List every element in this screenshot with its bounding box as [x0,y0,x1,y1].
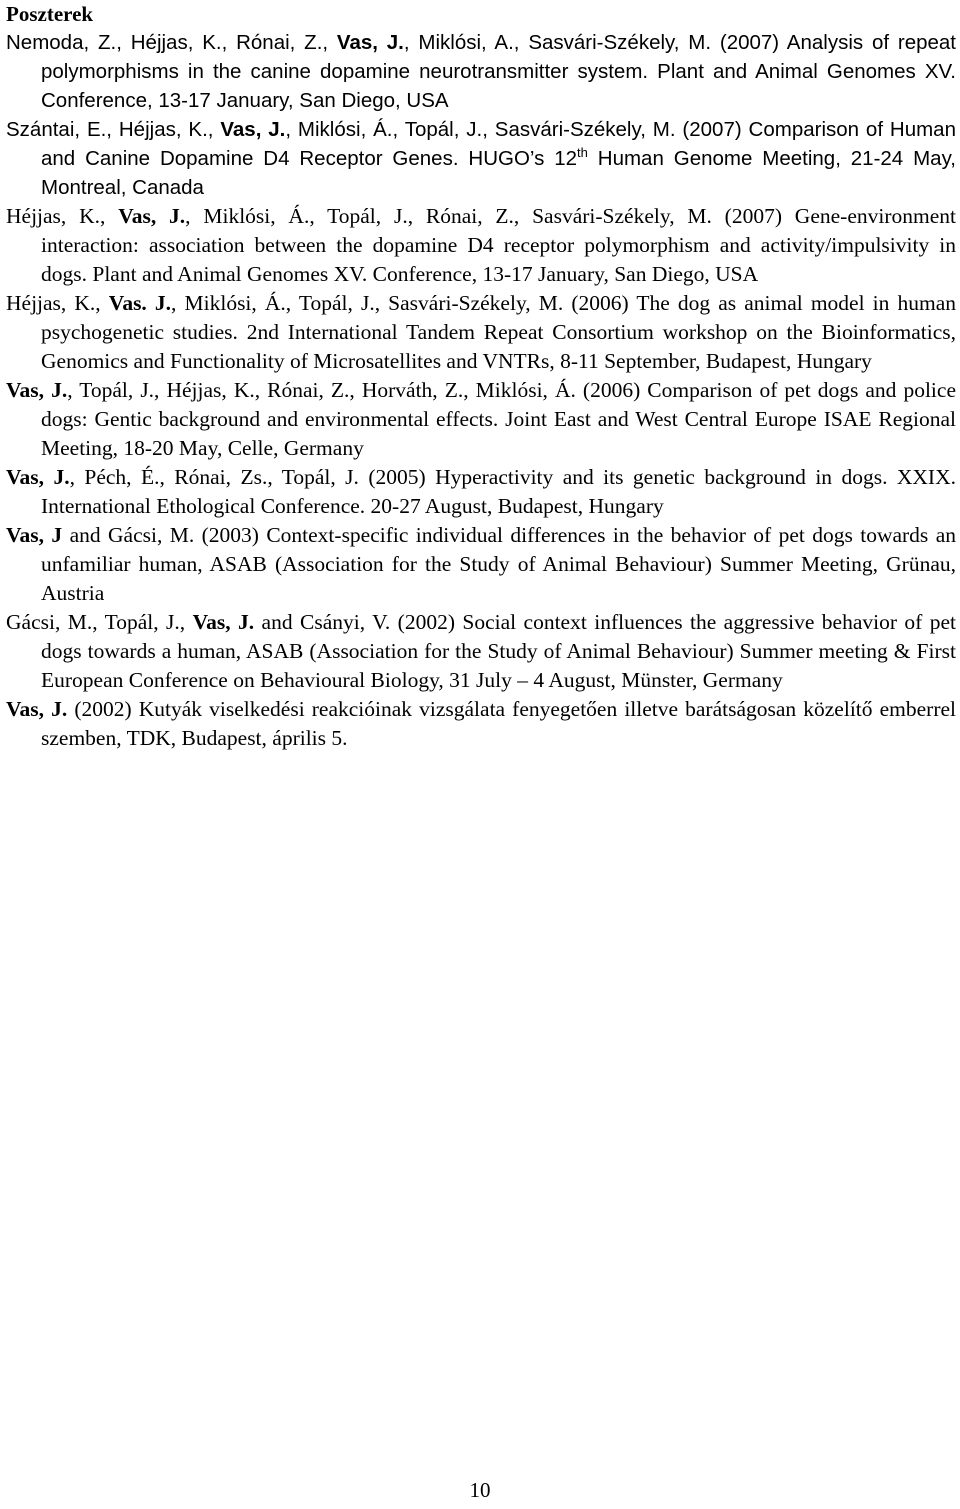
poster-entry-8 [6,608,956,695]
section-heading: Poszterek [6,2,94,26]
poster-entry-3 [6,202,956,289]
entry-text: , Péch, É., Rónai, Zs., Topál, J. (2005) Hyperactivity and its genetic background in dogs. XXIX. International Ethological Conference. 20-27 August, Budapest, Hungary [41,465,956,518]
entry-text: Szántai, E., Héjjas, K., [6,118,221,141]
entry-text: , Topál, J., Héjjas, K., Rónai, Z., Horváth, Z., Miklósi, Á. (2006) Comparison of pet dogs and police dogs: Gentic background and environmental effects. Joint East and West Central Europe ISAE Regional Meeting, 18-20 May, Celle, Germany [41,378,956,460]
entry-text: , Miklósi, A., Sasvári-Székely, M. (2007) Analysis of repeat polymorphisms in the canine dopamine neurotransmitter system. Plant and Animal Genomes XV. Conference, 13-17 January, San Diego, USA [41,31,957,112]
entry-author-highlight: Vas, J. [192,610,255,634]
poster-list [6,28,956,753]
poster-entry-6 [6,463,956,521]
entry-author-highlight: Vas, J. [6,465,70,489]
entry-author-highlight: Vas, J. [6,697,68,721]
poster-entry-7 [6,521,956,608]
entry-text: Héjjas, K., [6,204,119,228]
entry-text: and Gácsi, M. (2003) Context-specific individual differences in the behavior of pet dogs towards an unfamiliar human, ASAB (Association for the Study of Animal Behaviour) Summer Meeting, Grünau, Austria [41,523,956,605]
poster-entry-1 [6,28,956,115]
entry-text: Human Genome Meeting, 21-24 May, Montreal, Canada [41,147,956,199]
entry-author-highlight: Vas, J [6,523,63,547]
entry-text: (2002) Kutyák viselkedési reakcióinak vizsgálata fenyegetően illetve barátságosan közelítő emberrel szemben, TDK, Budapest, április 5. [41,697,956,750]
entry-text: Gácsi, M., Topál, J., [6,610,193,634]
entry-author-highlight: Vas, J. [220,118,286,141]
entry-text: , Miklósi, Á., Topál, J., Sasvári-Székely, M. (2006) The dog as animal model in human psychogenetic studies. 2nd International Tandem Repeat Consortium workshop on the Bioinformatics, Genomics and Functionality of Microsatellites and VNTRs, 8-11 September, Budapest, Hungary [41,291,956,373]
entry-author-highlight: Vas, J. [336,31,404,54]
page-number: 10 [469,1478,491,1502]
poster-entry-2 [6,115,956,202]
entry-text: and Csányi, V. (2002) Social context influences the aggressive behavior of pet dogs towards a human, ASAB (Association for the Study of Animal Behaviour) Summer meeting & First European Conference on Behavioural Biology, 31 July – 4 August, Münster, Germany [41,610,957,692]
entry-author-highlight: Vas, J. [6,378,68,402]
entry-text: Héjjas, K., [6,291,109,315]
entry-text: Nemoda, Z., Héjjas, K., Rónai, Z., [6,31,337,54]
entry-author-highlight: Vas. J. [108,291,172,315]
poster-entry-4 [6,289,956,376]
entry-author-highlight: Vas, J. [118,204,186,228]
poster-entry-9 [6,695,956,753]
ordinal-superscript: th [577,145,588,161]
entry-text: , Miklósi, Á., Topál, J., Rónai, Z., Sasvári-Székely, M. (2007) Gene-environment interaction: association between the dopamine D4 receptor polymorphism and activity/impulsivity in dogs. Plant and Animal Genomes XV. Conference, 13-17 January, San Diego, USA [41,204,956,286]
poster-entry-5 [6,376,956,463]
entry-text: , Miklósi, Á., Topál, J., Sasvári-Székely, M. (2007) Comparison of Human and Canine Dopamine D4 Receptor Genes. HUGO’s 12 [41,118,956,170]
